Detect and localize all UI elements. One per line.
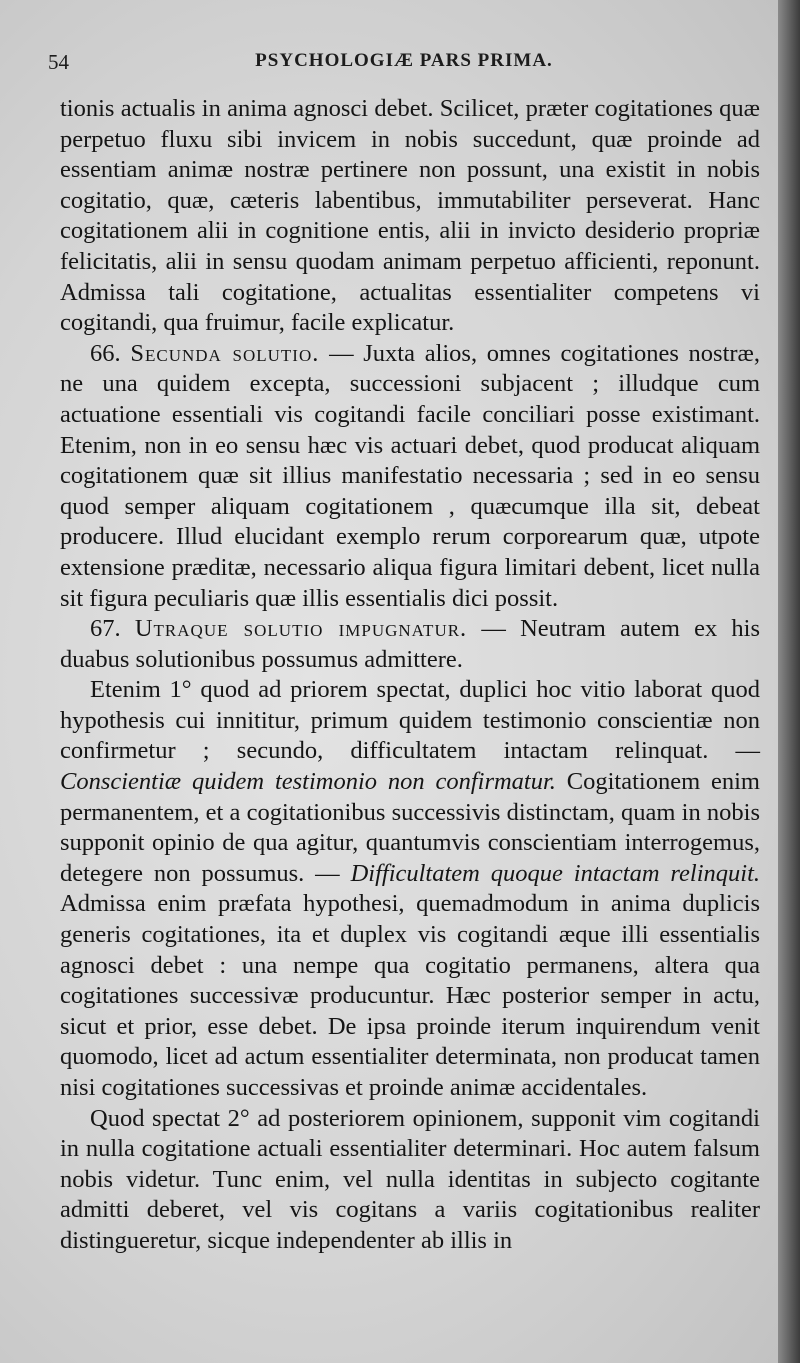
text-run: Cogitationem enim permanentem, et a cogitationibus successivis distinctam, quam in nobis supponit opinio de qua agitur, quantumvis conscientiam interrogemus, detegere non possumus. — (60, 768, 760, 887)
section-number: 67. (90, 615, 121, 643)
section-number: 66. (90, 339, 121, 367)
section-heading: Secunda solutio. (130, 339, 320, 367)
italic-phrase: Difficultatem quoque intactam relinquit. (350, 859, 761, 887)
section-body: — Neutram autem ex his duabus solutionibus possumus admittere. (60, 615, 761, 673)
paragraph-67 (60, 614, 760, 675)
running-title: PSYCHOLOGIÆ PARS PRIMA. (255, 50, 553, 71)
paragraph-second-objection: Quod spectat 2° ad posteriorem opinionem, supponit vim cogitandi in nulla cogitatione actuali essentialiter determinari. Hoc autem falsum nobis videtur. Tunc enim, vel nulla identitas in subjecto cogitante admitti deberet, vel vis cogitans a variis cogitationibus realiter distingueretur, sicque independenter ab illis in (60, 1104, 760, 1254)
paragraph-66 (60, 339, 760, 614)
section-heading: Utraque solutio impugnatur. (134, 615, 468, 643)
text-run: Admissa enim præfata hypothesi, quemadmodum in anima duplicis generis cogitationes, ita et duplex vis cogitandi æque illi essentialis agnosci debet : una nempe qua cogitatio permanens, altera qua cogitationes successivæ producuntur. Hæc posterior semper in actu, sicut et prior, esse debet. De ipsa proinde iterum inquirendum venit quomodo, licet ad actum essentialiter determinata, non producat tamen nisi cogitationes successivas et proinde animæ accidentales. (60, 890, 760, 1101)
body-text (60, 94, 760, 1257)
paragraph-first-objection (60, 675, 760, 1103)
section-body: — Juxta alios, omnes cogitationes nostræ, ne una quidem excepta, successioni subjacent ; illudque cum actuatione essentiali vis cogitandi facile conciliari posse existimant. Etenim, non in eo sensu hæc vis actuari debet, quod producat aliquam cogitationem quæ sit illius manifestatio necessaria ; sed in eo sensu quod semper aliquam cogitationem , quæcumque illa sit, debeat producere. Illud elucidant exemplo rerum corporearum quæ, utpote extensione præditæ, necessario aliqua figura limitari debent, licet nulla sit figura peculiaris quæ illis essentialis dici possit. (60, 339, 761, 612)
page-edge-shadow (778, 0, 800, 1363)
italic-phrase: Conscientiæ quidem testimonio non confirmatur. (60, 768, 556, 796)
paragraph-continuation: tionis actualis in anima agnosci debet. Scilicet, præter cogitationes quæ perpetuo fluxu sibi invicem in nobis succedunt, quæ proinde ad essentiam animæ nostræ pertinere non possunt, una existit in nobis cogitatio, quæ, cæteris labentibus, immutabiliter perseverat. Hanc cogitationem alii in cognitione entis, alii in invicto desiderio propriæ felicitatis, alii in sensu quodam animam perpetuo afficienti, reponunt. Admissa tali cogitatione, actualitas essentialiter competens vi cogitandi, qua fruimur, facile explicatur. (60, 95, 760, 337)
text-run: Etenim 1° quod ad priorem spectat, duplici hoc vitio laborat quod hypothesis cui innititur, primum quidem testimonio conscientiæ non confirmetur ; secundo, difficultatem intactam relinquat. — (60, 676, 760, 765)
page-number: 54 (48, 50, 69, 74)
page-header (0, 44, 778, 84)
